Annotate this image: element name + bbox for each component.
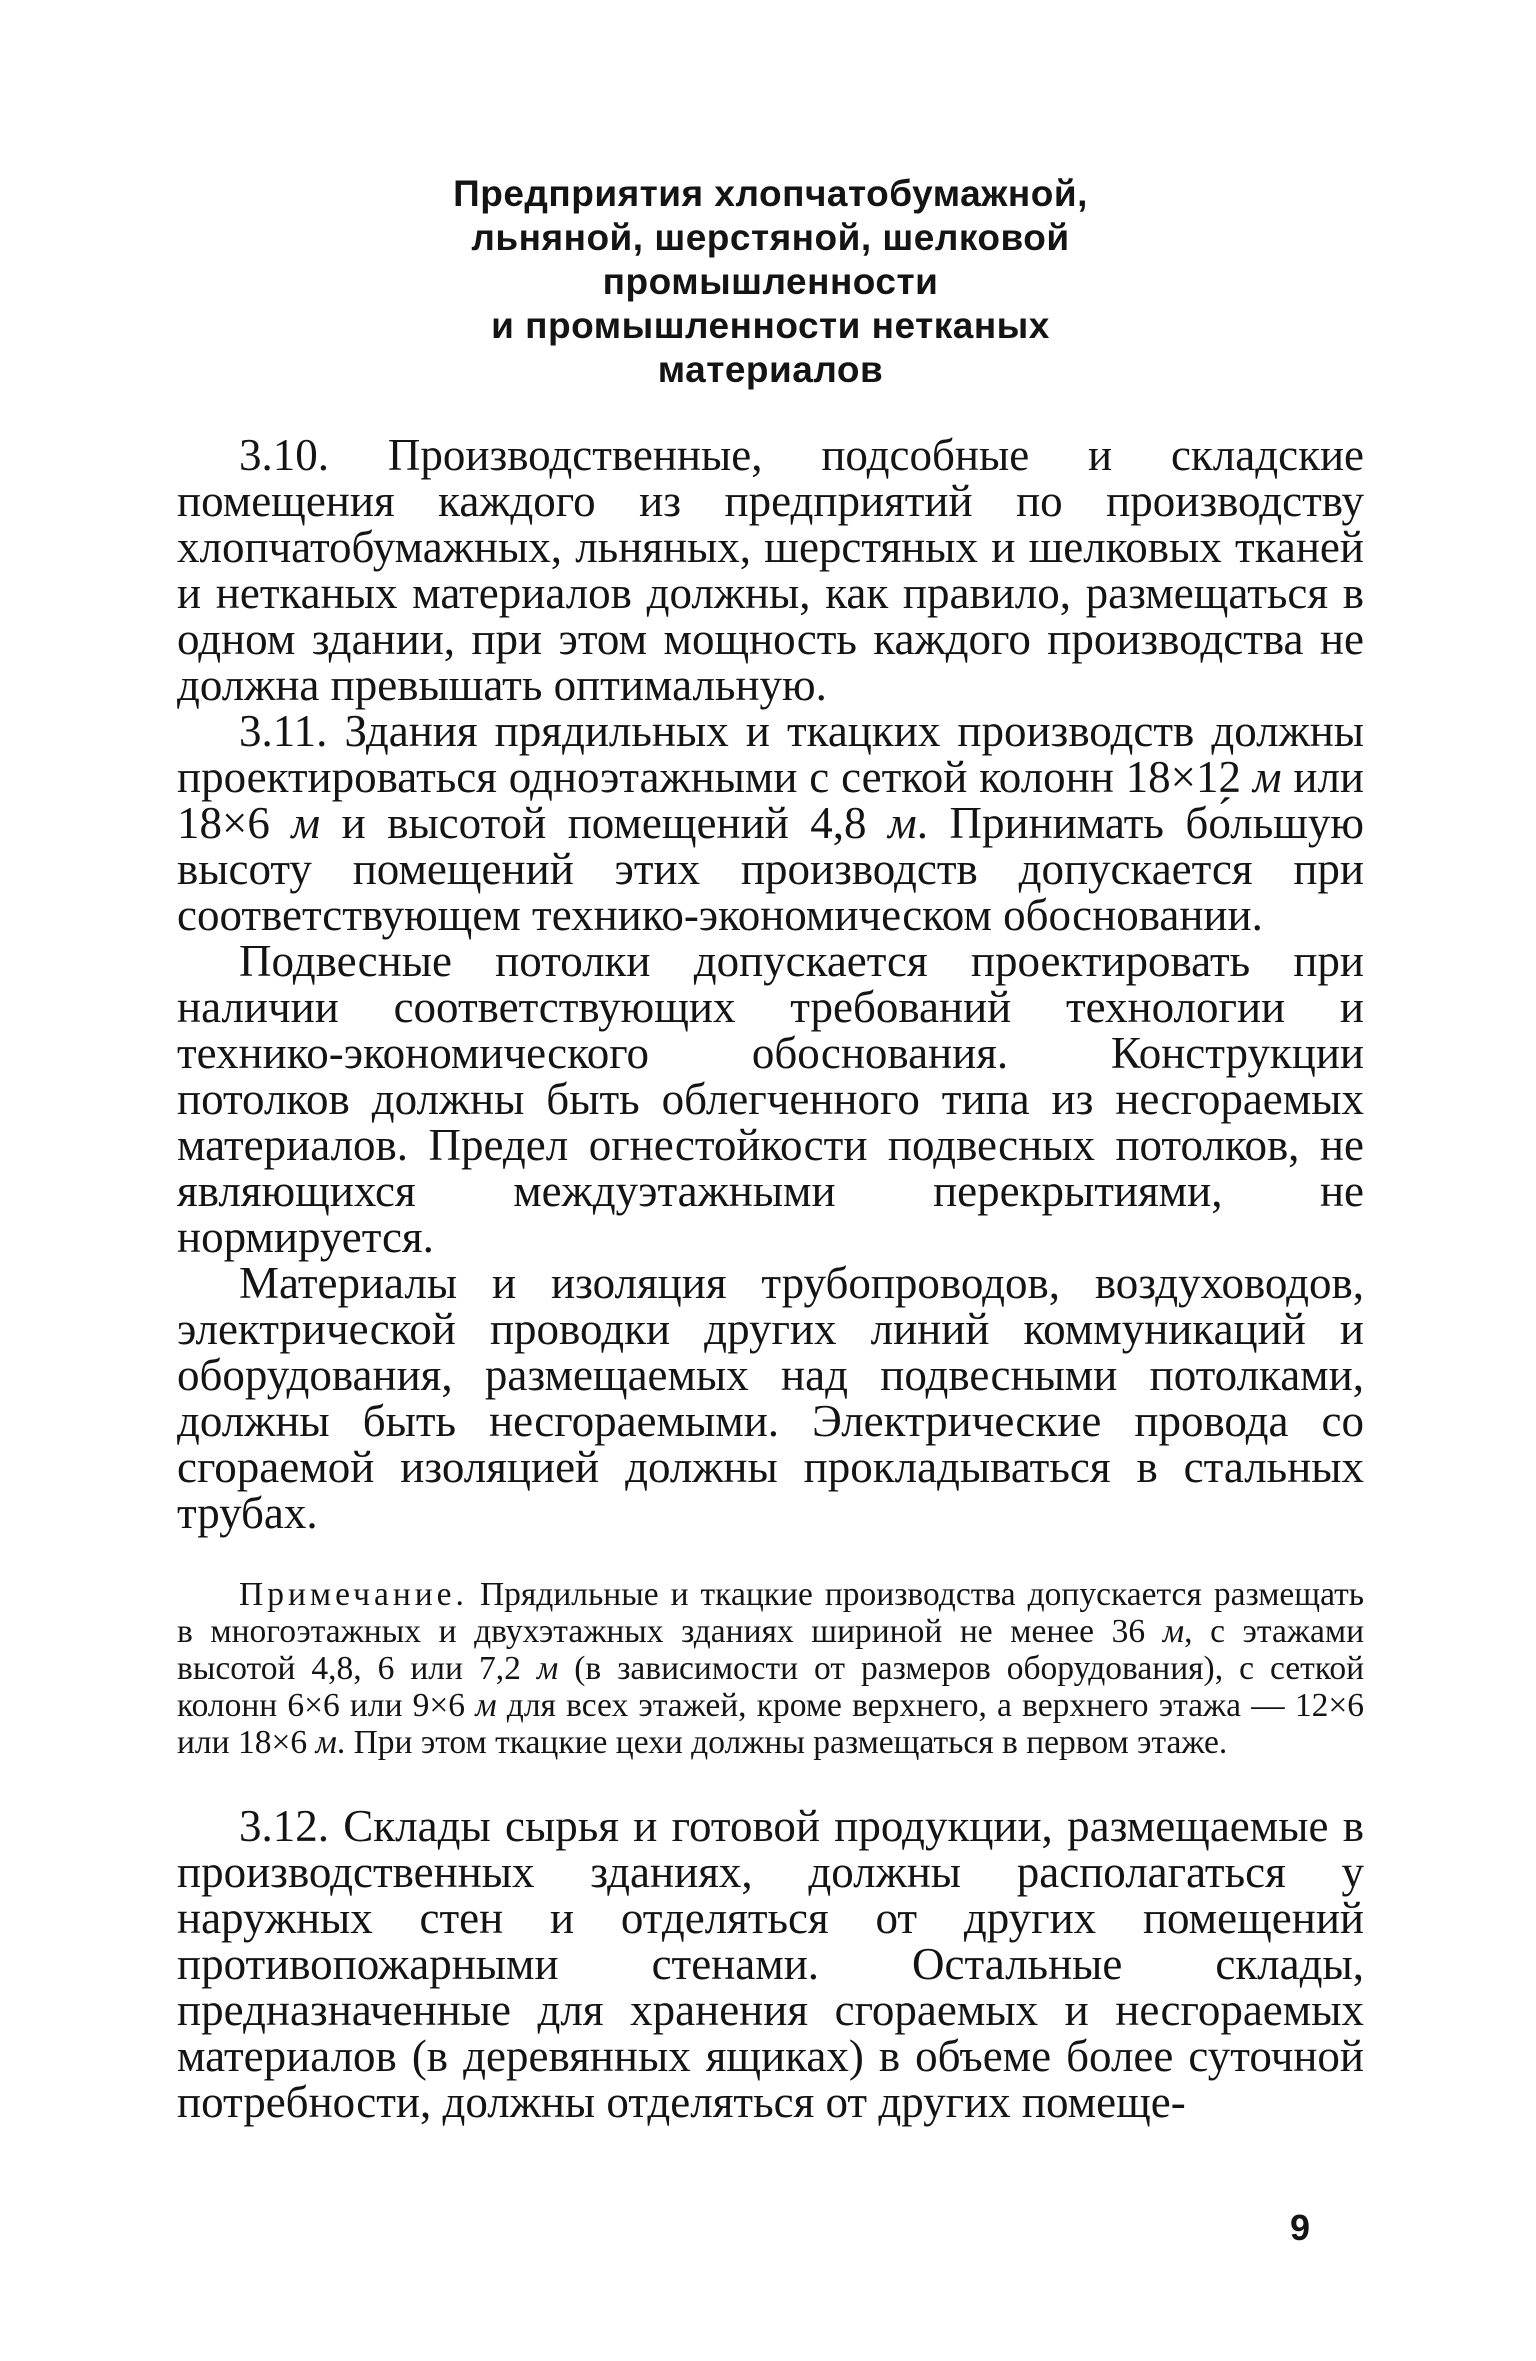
note-block	[177, 1576, 1364, 1761]
paragraph-text: или 18×6	[177, 752, 1365, 848]
note-text: (в зависимости от размеров оборудования), с сеткой колонн 6×6 или 9×6	[177, 1650, 1364, 1724]
unit-meters: м	[888, 798, 917, 848]
heading-line-3: промышленности	[602, 261, 939, 302]
paragraph-number: 3.10.	[239, 430, 329, 480]
paragraph-text: . Принимать бо́льшую высоту помещений этих производств допускается при соответствующем технико-экономическом обосновании.	[177, 798, 1364, 940]
paragraph-text: и высотой помещений 4,8	[320, 798, 889, 848]
paragraph-text: Склады сырья и готовой продукции, размещаемые в производственных зданиях, должны располагаться у наружных стен и отделяться от других помещений противопожарными стенами. Остальные склады, предназначенные для хранения сгораемых и несгораемых материалов (в деревянных ящиках) в объеме более суточной потребности, должны отделяться от других помеще-	[177, 1801, 1364, 2127]
document-page	[177, 150, 1364, 2125]
paragraph-3-12	[177, 1803, 1364, 2125]
paragraph-3-11	[177, 708, 1364, 938]
unit-meters: м	[1252, 752, 1282, 802]
paragraph-text: Производственные, подсобные и складские помещения каждого из предприятий по производству хлопчатобумажных, льняных, шерстяных и шелковых тканей и нетканых материалов должны, как правило, размещаться в одном здании, при этом мощность каждого производства не должна превышать оптимальную.	[177, 430, 1364, 710]
heading-line-4: и промышленности нетканых	[491, 305, 1050, 346]
unit-meters: м	[536, 1650, 559, 1687]
heading-line-1: Предприятия хлопчатобумажной,	[453, 173, 1088, 214]
unit-meters: м	[475, 1687, 497, 1724]
paragraph-text: Здания прядильных и ткацких производств должны проектироваться одноэтажными с сеткой колонн 18×12	[177, 706, 1365, 802]
note-lead: Примечание.	[239, 1576, 468, 1613]
paragraph-number: 3.12.	[239, 1801, 329, 1851]
heading-line-5: материалов	[657, 349, 884, 390]
note-text: , с этажами высотой 4,8, 6 или 7,2	[177, 1613, 1364, 1687]
paragraph-ceilings: Подвесные потолки допускается проектировать при наличии соответствующих требований технологии и технико-экономического обоснования. Конструкции потолков должны быть облегченного типа из несгораемых материалов. Предел огнестойкости подвесных потолков, не являющихся междуэтажными перекрытиями, не нормируется.	[177, 936, 1364, 1262]
paragraph-3-10	[177, 432, 1364, 708]
heading-line-2: льняной, шерстяной, шелковой	[471, 217, 1070, 258]
unit-meters: м	[315, 1724, 337, 1761]
section-heading	[177, 172, 1364, 392]
page-number: 9	[1290, 2207, 1311, 2248]
note-text: Прядильные и ткацкие производства допускается размещать в многоэтажных и двухэтажных зданиях шириной не менее 36	[177, 1576, 1364, 1650]
unit-meters: м	[1162, 1613, 1185, 1650]
paragraph-number: 3.11.	[239, 706, 328, 756]
paragraph-materials: Материалы и изоляция трубопроводов, воздуховодов, электрической проводки других линий коммуникаций и оборудования, размещаемых над подвесными потолками, должны быть несгораемыми. Электрические провода со сгораемой изоляцией должны прокладываться в стальных трубах.	[177, 1258, 1364, 1538]
note-text: . При этом ткацкие цехи должны размещаться в первом этаже.	[336, 1724, 1228, 1761]
note-text: для всех этажей, кроме верхнего, а верхнего этажа — 12×6 или 18×6	[177, 1687, 1364, 1761]
unit-meters: м	[291, 798, 321, 848]
